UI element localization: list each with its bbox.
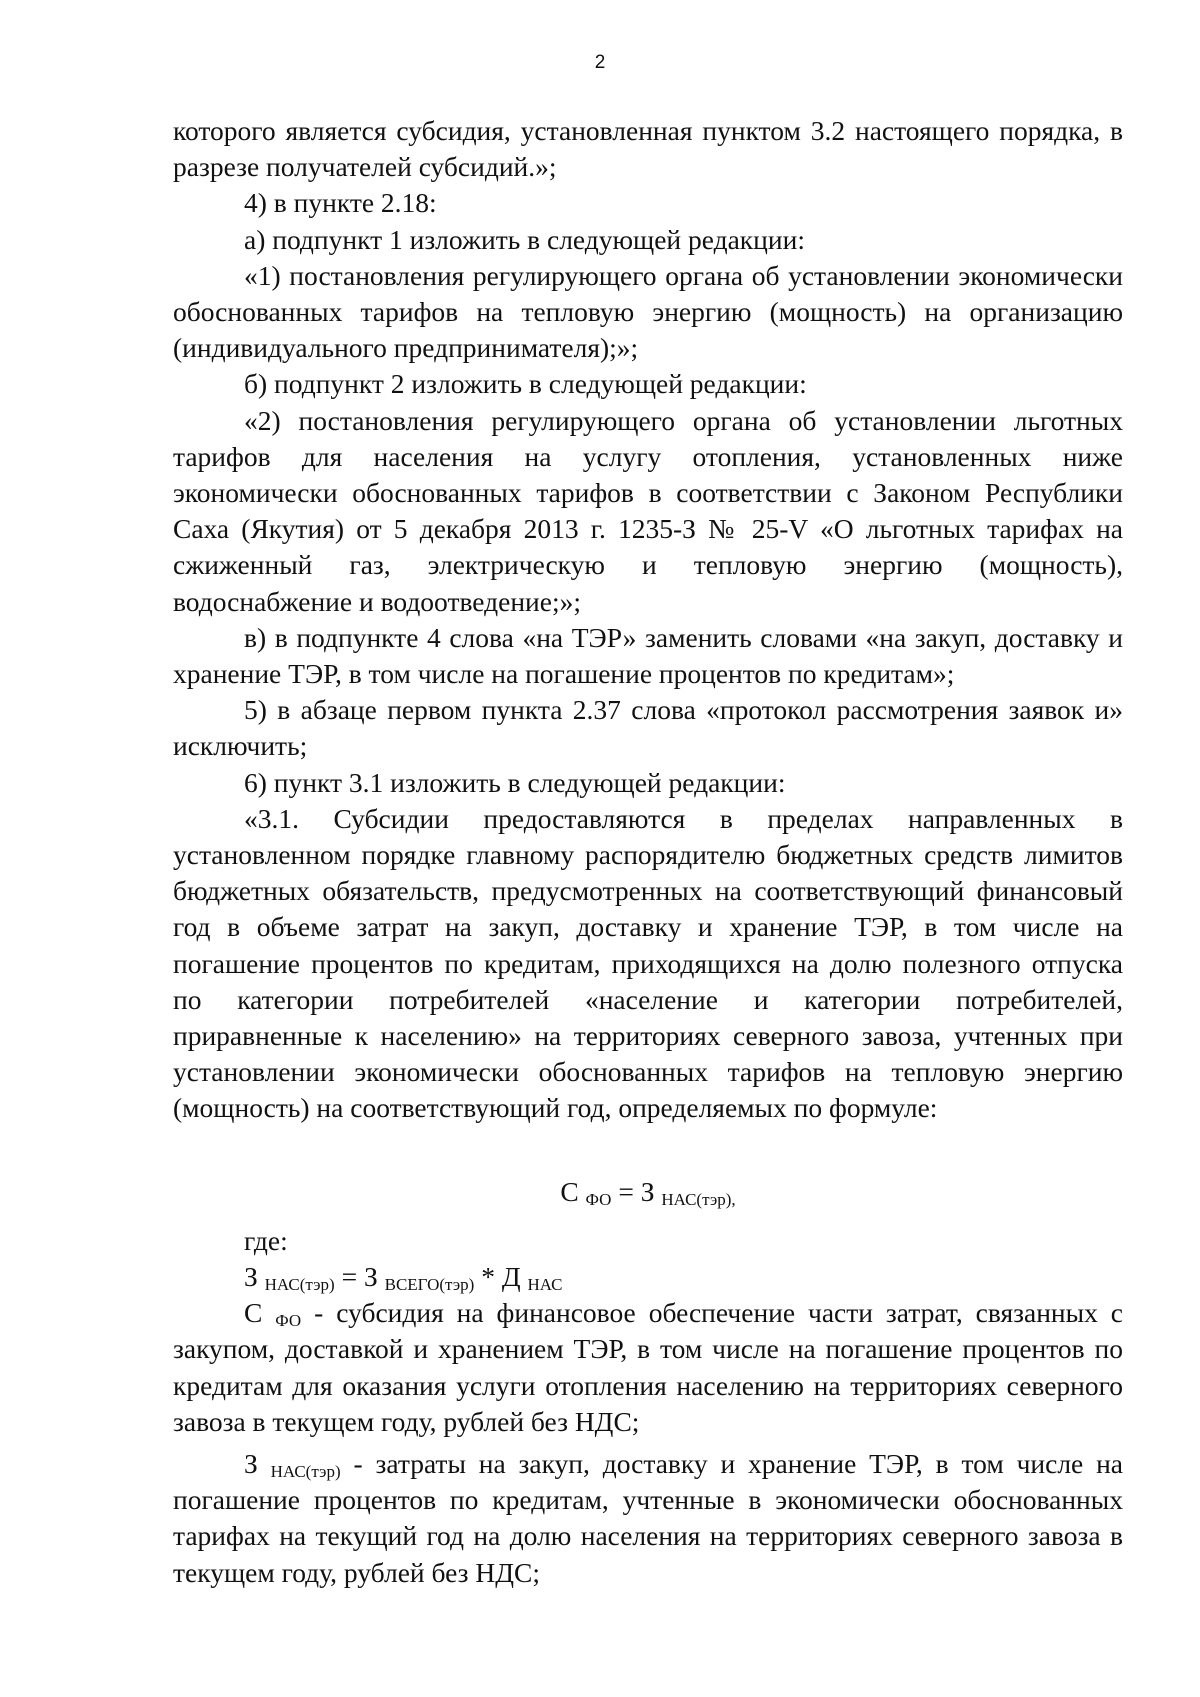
formula-2-c-sub: НАС — [527, 1274, 563, 1294]
formula-2-a: З — [244, 1260, 258, 1292]
paragraph-item-6: 6) пункт 3.1 изложить в следующей редакции: — [244, 766, 786, 798]
formula-main-eq: = — [611, 1175, 641, 1207]
formula-main-lhs: С — [560, 1175, 579, 1207]
paragraph-item-4: 4) в пункте 2.18: — [244, 187, 437, 219]
document-body — [173, 113, 1123, 1591]
paragraph-quote-2: «2) постановления регулирующего органа об установлении льготных тарифов для населения на услугу отопления, установленных ниже экономически обоснованных тарифов в соответствии с Законом Республики Саха (Якутия) от 5 декабря 2013 г. 1235-З № 25-V «О льготных тарифах на сжиженный газ, электрическую и тепловую энергию (мощность), водоснабжение и водоотведение;»; — [173, 404, 1123, 617]
definition-s-fo — [173, 1295, 1123, 1440]
definition-symbol-sub: ФО — [275, 1311, 302, 1331]
paragraph-subitem-a: а) подпункт 1 изложить в следующей редакции: — [244, 223, 805, 255]
where-label: где: — [244, 1224, 288, 1256]
definition-symbol: С — [244, 1297, 263, 1329]
definition-symbol-sub: НАС(тэр) — [270, 1461, 341, 1481]
formula-main — [173, 1169, 1123, 1215]
formula-2-op: * — [474, 1260, 502, 1292]
formula-main-rhs: З — [640, 1175, 655, 1207]
paragraph-item-5: 5) в абзаце первом пункта 2.37 слова «протокол рассмотрения заявок и» исключить; — [173, 694, 1123, 762]
formula-2-a-sub: НАС(тэр) — [264, 1274, 335, 1294]
formula-main-rhs-sub: НАС(тэр), — [661, 1189, 736, 1209]
paragraph-quote-3-1: «3.1. Субсидии предоставляются в пределах направленных в установленном порядке главному распорядителю бюджетных средств лимитов бюджетных обязательств, предусмотренных на соответствующий финансовый год в объеме затрат на закуп, доставку и хранение ТЭР, в том числе на погашение процентов по кредитам, приходящихся на долю полезного отпуска по категории потребителей «население и категории потребителей, приравненные к населению» на территориях северного завоза, учтенных при установлении экономически обоснованных тарифов на тепловую энергию (мощность) на соответствующий год, определяемых по формуле: — [173, 802, 1123, 1124]
formula-secondary — [173, 1259, 1123, 1295]
page-number: 2 — [594, 52, 606, 73]
definition-text: - субсидия на финансовое обеспечение части затрат, связанных с закупом, доставкой и хранением ТЭР, в том числе на погашение процентов по кредитам для оказания услуги отопления населению на территориях северного завоза в текущем году, рублей без НДС; — [173, 1297, 1123, 1437]
definition-text: - затраты на закуп, доставку и хранение ТЭР, в том числе на погашение процентов по кредитам, учтенные в экономически обоснованных тарифах на текущий год на долю населения на территориях северного завоза в текущем году, рублей без НДС; — [173, 1447, 1124, 1588]
formula-2-b-sub: ВСЕГО(тэр) — [384, 1274, 475, 1294]
paragraph-continuation: которого является субсидия, установленная пунктом 3.2 настоящего порядка, в разрезе получателей субсидий.»; — [173, 115, 1123, 183]
definition-symbol: З — [244, 1447, 258, 1479]
paragraph-subitem-b: б) подпункт 2 изложить в следующей редакции: — [244, 368, 807, 400]
formula-2-eq: = — [334, 1260, 364, 1292]
paragraph-quote-1: «1) постановления регулирующего органа об установлении экономически обоснованных тарифов на тепловую энергию (мощность) на организацию (индивидуального предпринимателя);»; — [173, 259, 1123, 364]
definition-z-nas — [173, 1446, 1123, 1591]
formula-2-c: Д — [501, 1260, 521, 1292]
formula-main-lhs-sub: ФО — [585, 1189, 612, 1209]
paragraph-subitem-v: в) в подпункте 4 слова «на ТЭР» заменить словами «на закуп, доставку и хранение ТЭР, в том числе на погашение процентов по кредитам»; — [173, 621, 1123, 690]
formula-2-b: З — [363, 1260, 378, 1292]
